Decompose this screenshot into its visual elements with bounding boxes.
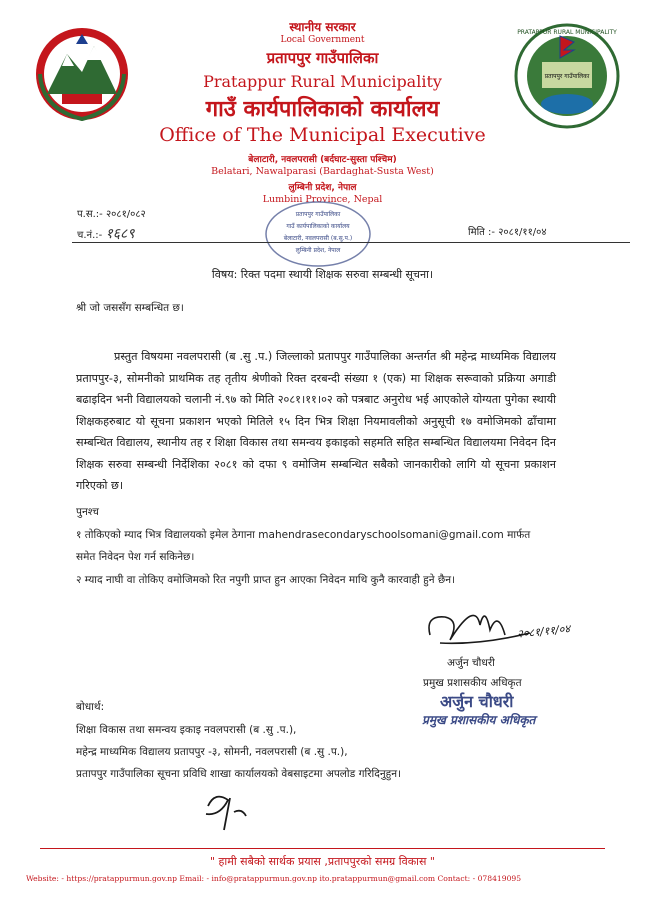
- address-en: Belatari, Nawalparasi (Bardaghat-Susta West): [211, 166, 434, 177]
- body-paragraph: प्रस्तुत विषयमा नवलपरासी (ब .सु .प.) जिल्लाको प्रतापपुर गाउँपालिका अन्तर्गत श्री महेन्द्र माध्यमिक विद्यालय प्रतापपुर-३, सोमनीको प्राथमिक तह तृतीय श्रेणीको रिक्त दरबन्दी संख्या १ (एक) मा शिक्षक सरूवाको प्रक्रिया अगाडी बढाइदिन भनी विद्यालयको चलानी नं.९७ को मिति २०८१।११।०२ को पत्रबाट अनुरोध भई आएकोले योग्यता पुगेका स्थायी शिक्षकहरुबाट यो सूचना प्रकाशन भएको मितिले १५ दिन भित्र शिक्षा नियमावलीको अनुसूची १७ वमोजिमको ढाँचामा सम्बन्धित विद्यालय, स्थानीय तह र शिक्षा विकास तथा समन्वय इकाइको सहमति सहित सम्बन्धित विद्यालयमा निवेदन दिन शिक्षक सरुवा सम्बन्धी निर्देशिका २०८१ को दफा ९ वमोजिम सम्बन्धित सबैको जानकारीको लागि यो सूचना प्रकाशन गरिएको छ।: [76, 350, 556, 492]
- ps-value: २०८१/०८२: [105, 209, 146, 220]
- signature-date: २०८१/११/०४: [516, 622, 571, 641]
- cc-item-2: महेन्द्र माध्यमिक विद्यालय प्रतापपुर -३, सोमनी, नवलपरासी (ब .सु .प.),: [76, 746, 348, 758]
- cc-label: बोधार्थ:: [76, 701, 105, 713]
- postscript-item-1-cont: समेत निवेदन पेश गर्न सकिनेछ।: [76, 551, 195, 563]
- cc-item-3: प्रतापपुर गाउँपालिका सूचना प्रविधि शाखा कार्यालयको वेबसाइटमा अपलोड गरिदिनुहुन।: [76, 768, 402, 780]
- logo-arc-text: PRATAPPUR RURAL MUNICIPALITY: [517, 29, 617, 36]
- postscript-item-1: १ तोकिएको म्याद भित्र विद्यालयको इमेल ठेगाना mahendrasecondaryschoolsomani@gmail.com मार्फत: [76, 529, 531, 541]
- date-value: २०८१/११/०४: [498, 227, 547, 238]
- footer-slogan: " हामी सबैको सार्थक प्रयास ,प्रतापपुरको समग्र विकास ": [210, 855, 435, 868]
- salutation: श्री जो जससँग सम्बन्धित छ।: [76, 302, 184, 314]
- initial-mark: [200, 786, 260, 836]
- logo-center-text: प्रतापपुर गाउँपालिका: [544, 73, 590, 80]
- signer-title: प्रमुख प्रशासकीय अधिकृत: [423, 677, 522, 689]
- cn-value: १६८९: [105, 226, 135, 242]
- stamp-text-1: प्रतापपुर गाउँपालिका: [295, 211, 341, 218]
- date-field: [468, 224, 547, 238]
- stamp-name: अर्जुन चौधरी: [440, 692, 514, 711]
- office-en: Office of The Municipal Executive: [159, 124, 486, 146]
- municipality-np: प्रतापपुर गाउँपालिका: [266, 49, 379, 67]
- province-np: लुम्बिनी प्रदेश, नेपाल: [288, 183, 357, 193]
- address-np: बेलाटारी, नवलपरासी (बर्दघाट-सुस्ता पश्चिम): [248, 155, 397, 165]
- province-en: Lumbini Province, Nepal: [262, 194, 383, 205]
- postscript-label: पुनश्च: [76, 506, 99, 518]
- stamp-text-4: लुम्बिनी प्रदेश, नेपाल: [295, 247, 341, 254]
- date-label: मिति :-: [468, 227, 496, 238]
- office-stamp: [262, 198, 374, 270]
- office-np: गाउँ कार्यपालिकाको कार्यालय: [205, 97, 440, 122]
- cn-field: [77, 224, 135, 243]
- cc-item-1: शिक्षा विकास तथा समन्वय इकाइ नवलपरासी (ब .सु .प.),: [76, 724, 297, 736]
- signer-name: अर्जुन चौधरी: [447, 657, 495, 669]
- footer-contact: Website: - https://pratappurmun.gov.np Email: - info@pratappurmun.gov.np ito.pratappurmun@gmail.com Contact: - 078419095: [26, 874, 522, 883]
- cn-label: च.नं.:-: [77, 230, 103, 241]
- municipality-en: Pratappur Rural Municipality: [203, 72, 442, 91]
- local-gov-np: स्थानीय सरकार: [289, 20, 356, 34]
- subject-line: विषय: रिक्त पदमा स्थायी शिक्षक सरुवा सम्बन्धी सूचना।: [211, 268, 434, 281]
- footer-divider: [40, 848, 605, 849]
- ps-label: प.स.:-: [77, 209, 103, 220]
- header-divider: [72, 242, 630, 243]
- postscript-item-2: २ म्याद नाघी वा तोकिए वमोजिमको रित नपुगी प्राप्त हुन आएका निवेदन माथि कुनै कारवाही हुने छैन।: [76, 574, 456, 586]
- local-gov-en: Local Government: [280, 35, 365, 45]
- stamp-title: प्रमुख प्रशासकीय अधिकृत: [422, 713, 536, 727]
- stamp-text-2: गाउँ कार्यपालिकाको कार्यालय: [286, 223, 350, 230]
- ps-field: [77, 206, 146, 220]
- stamp-text-3: बेलाटारी, नवलपरासी (ब.सु.प.): [283, 235, 353, 242]
